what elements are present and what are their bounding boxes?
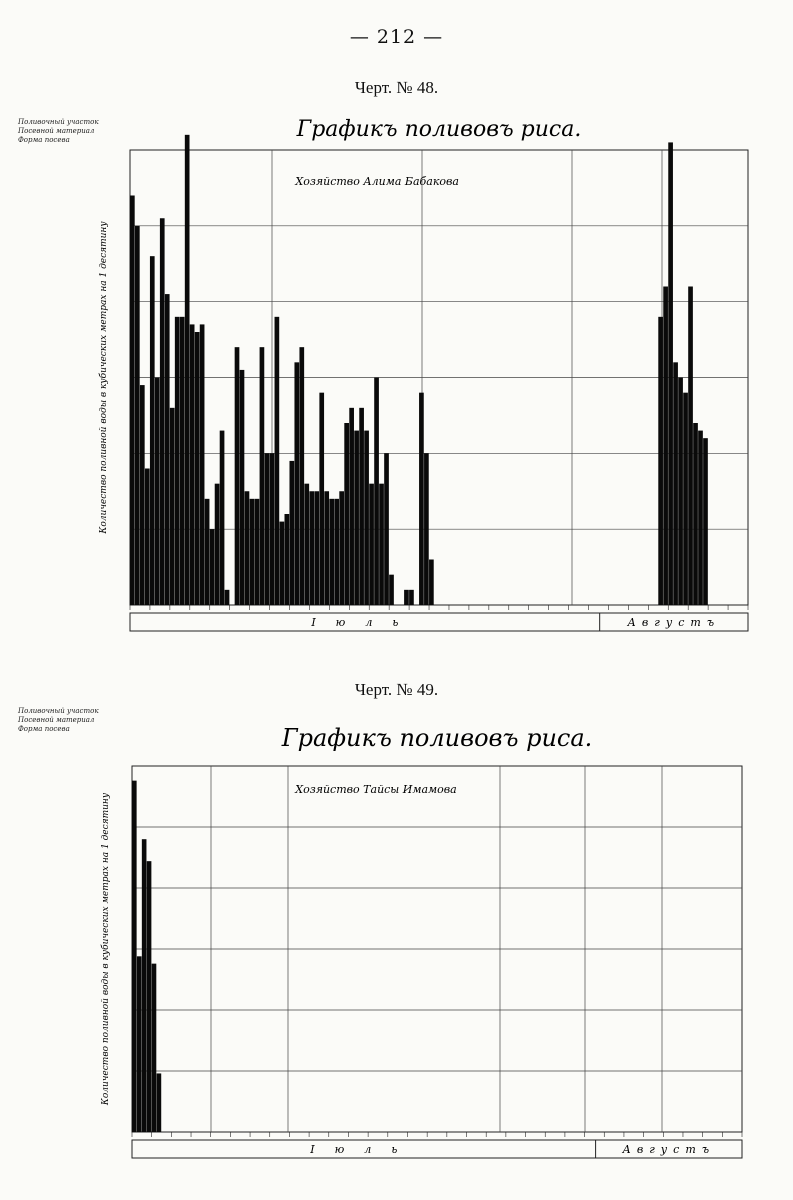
bar bbox=[200, 324, 205, 605]
bar bbox=[374, 378, 379, 606]
bar bbox=[304, 484, 309, 605]
bar bbox=[147, 861, 152, 1132]
bar bbox=[157, 1073, 162, 1132]
bar bbox=[255, 499, 260, 605]
bar bbox=[145, 469, 150, 606]
bar bbox=[404, 590, 409, 605]
y-axis-label: Количество поливной воды в кубических метрах на 1 десятину bbox=[99, 221, 109, 534]
figure-caption-48: Черт. № 48. bbox=[354, 78, 439, 97]
bar bbox=[419, 393, 424, 605]
bar bbox=[275, 317, 280, 605]
bar bbox=[285, 514, 290, 605]
chart-title: Графикъ поливовъ риса. bbox=[296, 117, 582, 142]
bar bbox=[693, 423, 698, 605]
bar bbox=[299, 347, 304, 605]
month-label: Августъ bbox=[627, 616, 721, 629]
bar bbox=[379, 484, 384, 605]
legend-note: Посевной материал bbox=[18, 716, 95, 724]
bar bbox=[280, 522, 285, 605]
bar bbox=[688, 287, 693, 606]
bar bbox=[698, 431, 703, 605]
y-axis-label: Количество поливной воды в кубических метрах на 1 десятину bbox=[101, 792, 111, 1106]
bar bbox=[140, 385, 145, 605]
bar bbox=[658, 317, 663, 605]
bar bbox=[673, 362, 678, 605]
legend-note: Поливочный участок bbox=[18, 707, 99, 715]
bar bbox=[289, 461, 294, 605]
bar bbox=[663, 287, 668, 606]
chart-subtitle: Хозяйство Тайсы Имамова bbox=[295, 783, 457, 796]
bar bbox=[424, 453, 429, 605]
bar bbox=[364, 431, 369, 605]
bar bbox=[349, 408, 354, 605]
bar bbox=[215, 484, 220, 605]
bar bbox=[384, 453, 389, 605]
bar bbox=[334, 499, 339, 605]
bar bbox=[359, 408, 364, 605]
bar bbox=[703, 438, 708, 605]
legend-note: Форма посева bbox=[18, 136, 70, 144]
bar bbox=[409, 590, 414, 605]
bar bbox=[339, 491, 344, 605]
bar bbox=[429, 560, 434, 606]
bar bbox=[225, 590, 230, 605]
bar bbox=[210, 529, 215, 605]
bar bbox=[354, 431, 359, 605]
bar bbox=[185, 135, 190, 605]
bar bbox=[165, 294, 170, 605]
page-number-dash-left: — bbox=[349, 26, 370, 48]
bar bbox=[309, 491, 314, 605]
chart-subtitle: Хозяйство Алима Бабакова bbox=[295, 175, 459, 188]
bar bbox=[683, 393, 688, 605]
bar bbox=[324, 491, 329, 605]
bar bbox=[135, 226, 140, 605]
bar bbox=[170, 408, 175, 605]
bar bbox=[678, 378, 683, 606]
bar bbox=[132, 781, 137, 1132]
bar bbox=[142, 839, 147, 1132]
bar bbox=[260, 347, 265, 605]
bar bbox=[369, 484, 374, 605]
bar bbox=[319, 393, 324, 605]
bar bbox=[235, 347, 240, 605]
bar bbox=[245, 491, 250, 605]
bar bbox=[344, 423, 349, 605]
page-number-dash-right: — bbox=[423, 26, 444, 48]
bar bbox=[240, 370, 245, 605]
bar bbox=[389, 575, 394, 605]
bar bbox=[175, 317, 180, 605]
bar bbox=[205, 499, 210, 605]
bar bbox=[250, 499, 255, 605]
month-label: Іюль bbox=[310, 1143, 418, 1156]
bar bbox=[294, 362, 299, 605]
bar bbox=[155, 378, 160, 606]
bar bbox=[220, 431, 225, 605]
bar bbox=[160, 218, 165, 605]
bar bbox=[265, 453, 270, 605]
figure-caption-49: Черт. № 49. bbox=[354, 680, 439, 699]
irrigation-chart-49 bbox=[0, 660, 793, 1200]
legend-note: Посевной материал bbox=[18, 127, 95, 135]
bar bbox=[668, 142, 673, 605]
month-label: Іюль bbox=[311, 616, 419, 629]
bar bbox=[329, 499, 334, 605]
legend-note: Форма посева bbox=[18, 725, 70, 733]
bar bbox=[180, 317, 185, 605]
month-label: Августъ bbox=[622, 1143, 716, 1156]
legend-note: Поливочный участок bbox=[18, 118, 99, 126]
bar bbox=[130, 196, 135, 606]
chart-title: Графикъ поливовъ риса. bbox=[281, 724, 593, 752]
bar bbox=[152, 964, 157, 1132]
bar bbox=[150, 256, 155, 605]
page-number-value: 212 bbox=[376, 26, 417, 48]
bar bbox=[190, 324, 195, 605]
bar bbox=[314, 491, 319, 605]
bar bbox=[270, 453, 275, 605]
bar bbox=[195, 332, 200, 605]
bar bbox=[137, 956, 142, 1132]
